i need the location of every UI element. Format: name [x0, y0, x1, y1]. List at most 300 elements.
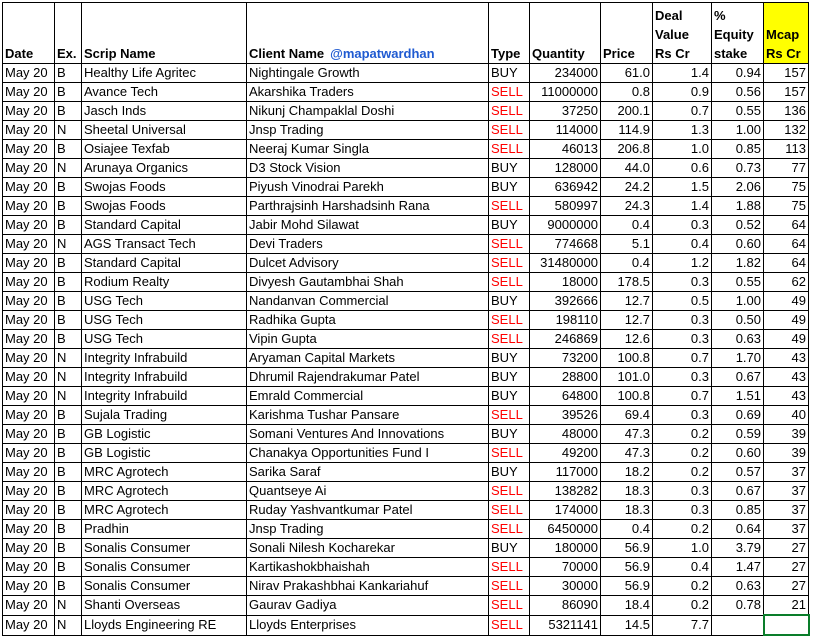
cell-date: May 20 [3, 349, 55, 368]
cell-price: 24.2 [601, 178, 653, 197]
cell-mcap: 64 [764, 235, 809, 254]
cell-type: BUY [489, 387, 530, 406]
table-row [3, 311, 809, 330]
table-row [3, 615, 809, 635]
cell-client: Somani Ventures And Innovations [247, 425, 489, 444]
table-row [3, 197, 809, 216]
cell-deal-value: 0.2 [653, 444, 712, 463]
cell-type: SELL [489, 254, 530, 273]
cell-date: May 20 [3, 463, 55, 482]
cell-date: May 20 [3, 444, 55, 463]
cell-client: Aryaman Capital Markets [247, 349, 489, 368]
table-row [3, 368, 809, 387]
cell-type: BUY [489, 368, 530, 387]
cell-mcap: 27 [764, 577, 809, 596]
cell-date: May 20 [3, 311, 55, 330]
cell-client: Nikunj Champaklal Doshi [247, 102, 489, 121]
cell-equity-stake: 0.94 [712, 64, 764, 83]
cell-deal-value: 0.3 [653, 406, 712, 425]
cell-deal-value: 0.2 [653, 463, 712, 482]
cell-client: Lloyds Enterprises [247, 615, 489, 635]
cell-mcap: 113 [764, 140, 809, 159]
cell-exchange: B [55, 140, 82, 159]
table-row [3, 482, 809, 501]
cell-price: 56.9 [601, 539, 653, 558]
table-row [3, 501, 809, 520]
cell-quantity: 774668 [530, 235, 601, 254]
cell-quantity: 39526 [530, 406, 601, 425]
cell-equity-stake: 1.00 [712, 292, 764, 311]
cell-scrip: Sheetal Universal [82, 121, 247, 140]
table-row [3, 254, 809, 273]
cell-scrip: Pradhin [82, 520, 247, 539]
cell-client: Quantseye Ai [247, 482, 489, 501]
cell-scrip: Jasch Inds [82, 102, 247, 121]
cell-equity-stake: 1.47 [712, 558, 764, 577]
cell-date: May 20 [3, 197, 55, 216]
col-header-date: Date [3, 3, 55, 64]
cell-deal-value: 1.0 [653, 539, 712, 558]
cell-scrip: Sonalis Consumer [82, 577, 247, 596]
cell-exchange: B [55, 539, 82, 558]
cell-scrip: Shanti Overseas [82, 596, 247, 616]
cell-mcap: 75 [764, 197, 809, 216]
cell-mcap: 64 [764, 254, 809, 273]
cell-scrip: Integrity Infrabuild [82, 387, 247, 406]
cell-price: 47.3 [601, 425, 653, 444]
cell-mcap: 39 [764, 425, 809, 444]
cell-equity-stake: 0.85 [712, 501, 764, 520]
cell-deal-value: 0.7 [653, 387, 712, 406]
cell-scrip: Avance Tech [82, 83, 247, 102]
cell-date: May 20 [3, 387, 55, 406]
cell-equity-stake: 0.60 [712, 444, 764, 463]
col-header-price: Price [601, 3, 653, 64]
cell-exchange: N [55, 121, 82, 140]
cell-date: May 20 [3, 235, 55, 254]
cell-price: 12.7 [601, 311, 653, 330]
cell-exchange: N [55, 596, 82, 616]
cell-quantity: 31480000 [530, 254, 601, 273]
cell-deal-value: 1.3 [653, 121, 712, 140]
cell-client: Nightingale Growth [247, 64, 489, 83]
cell-client: Vipin Gupta [247, 330, 489, 349]
cell-equity-stake: 0.57 [712, 463, 764, 482]
cell-equity-stake: 0.60 [712, 235, 764, 254]
cell-equity-stake: 0.78 [712, 596, 764, 616]
table-row [3, 64, 809, 83]
table-row [3, 444, 809, 463]
cell-quantity: 49200 [530, 444, 601, 463]
table-row [3, 463, 809, 482]
cell-date: May 20 [3, 216, 55, 235]
cell-exchange: N [55, 615, 82, 635]
cell-exchange: B [55, 330, 82, 349]
cell-mcap: 40 [764, 406, 809, 425]
cell-exchange: B [55, 64, 82, 83]
cell-type: SELL [489, 520, 530, 539]
cell-price: 100.8 [601, 349, 653, 368]
cell-deal-value: 0.3 [653, 501, 712, 520]
cell-scrip: Rodium Realty [82, 273, 247, 292]
cell-mcap: 64 [764, 216, 809, 235]
cell-exchange: B [55, 501, 82, 520]
cell-deal-value: 0.3 [653, 482, 712, 501]
cell-scrip: USG Tech [82, 292, 247, 311]
cell-client: Neeraj Kumar Singla [247, 140, 489, 159]
cell-date: May 20 [3, 102, 55, 121]
cell-price: 12.7 [601, 292, 653, 311]
cell-deal-value: 0.3 [653, 273, 712, 292]
cell-date: May 20 [3, 596, 55, 616]
cell-quantity: 174000 [530, 501, 601, 520]
cell-date: May 20 [3, 368, 55, 387]
col-header-equity-stake: % Equity stake [712, 3, 764, 64]
cell-price: 69.4 [601, 406, 653, 425]
cell-quantity: 128000 [530, 159, 601, 178]
col-header-scrip: Scrip Name [82, 3, 247, 64]
cell-exchange: B [55, 254, 82, 273]
cell-quantity: 198110 [530, 311, 601, 330]
cell-quantity: 246869 [530, 330, 601, 349]
cell-quantity: 138282 [530, 482, 601, 501]
cell-date: May 20 [3, 558, 55, 577]
cell-scrip: USG Tech [82, 330, 247, 349]
cell-client: Jabir Mohd Silawat [247, 216, 489, 235]
cell-client: Karishma Tushar Pansare [247, 406, 489, 425]
cell-client: Sarika Saraf [247, 463, 489, 482]
table-row [3, 159, 809, 178]
cell-date: May 20 [3, 178, 55, 197]
cell-exchange: B [55, 463, 82, 482]
cell-scrip: Swojas Foods [82, 178, 247, 197]
cell-mcap: 27 [764, 539, 809, 558]
cell-deal-value: 0.2 [653, 596, 712, 616]
cell-type: BUY [489, 539, 530, 558]
cell-scrip: MRC Agrotech [82, 463, 247, 482]
cell-client: Piyush Vinodrai Parekh [247, 178, 489, 197]
col-header-deal-value: Deal Value Rs Cr [653, 3, 712, 64]
cell-mcap: 75 [764, 178, 809, 197]
cell-client: Parthrajsinh Harshadsinh Rana [247, 197, 489, 216]
cell-client: Radhika Gupta [247, 311, 489, 330]
table-row [3, 273, 809, 292]
cell-price: 0.4 [601, 520, 653, 539]
cell-deal-value: 0.2 [653, 520, 712, 539]
cell-price: 0.8 [601, 83, 653, 102]
cell-quantity: 6450000 [530, 520, 601, 539]
cell-deal-value: 0.7 [653, 349, 712, 368]
cell-price: 12.6 [601, 330, 653, 349]
cell-scrip: Sonalis Consumer [82, 558, 247, 577]
table-row [3, 140, 809, 159]
cell-mcap: 49 [764, 311, 809, 330]
cell-price: 18.2 [601, 463, 653, 482]
cell-type: SELL [489, 311, 530, 330]
cell-deal-value: 1.4 [653, 197, 712, 216]
cell-type: BUY [489, 159, 530, 178]
cell-type: SELL [489, 482, 530, 501]
cell-equity-stake: 0.59 [712, 425, 764, 444]
cell-deal-value: 0.2 [653, 425, 712, 444]
cell-exchange: B [55, 292, 82, 311]
col-header-type: Type [489, 3, 530, 64]
cell-equity-stake: 1.00 [712, 121, 764, 140]
cell-exchange: B [55, 482, 82, 501]
cell-mcap: 37 [764, 463, 809, 482]
cell-quantity: 86090 [530, 596, 601, 616]
cell-exchange: B [55, 444, 82, 463]
table-row [3, 406, 809, 425]
cell-client: Ruday Yashvantkumar Patel [247, 501, 489, 520]
cell-exchange: B [55, 102, 82, 121]
cell-type: SELL [489, 615, 530, 635]
cell-deal-value: 0.6 [653, 159, 712, 178]
cell-scrip: Standard Capital [82, 254, 247, 273]
cell-quantity: 11000000 [530, 83, 601, 102]
cell-scrip: MRC Agrotech [82, 482, 247, 501]
cell-client: Akarshika Traders [247, 83, 489, 102]
table-row [3, 102, 809, 121]
cell-quantity: 18000 [530, 273, 601, 292]
cell-deal-value: 1.2 [653, 254, 712, 273]
cell-price: 100.8 [601, 387, 653, 406]
cell-client: Kartikashokbhaishah [247, 558, 489, 577]
cell-scrip: USG Tech [82, 311, 247, 330]
cell-price: 101.0 [601, 368, 653, 387]
cell-quantity: 114000 [530, 121, 601, 140]
cell-equity-stake: 0.67 [712, 368, 764, 387]
cell-equity-stake: 2.06 [712, 178, 764, 197]
cell-equity-stake: 0.64 [712, 520, 764, 539]
cell-client: Dulcet Advisory [247, 254, 489, 273]
cell-price: 24.3 [601, 197, 653, 216]
cell-equity-stake: 1.51 [712, 387, 764, 406]
cell-exchange: B [55, 83, 82, 102]
client-header-label: Client Name [249, 46, 325, 61]
cell-quantity: 117000 [530, 463, 601, 482]
cell-mcap: 37 [764, 501, 809, 520]
cell-deal-value: 0.7 [653, 102, 712, 121]
table-row [3, 520, 809, 539]
cell-mcap: 39 [764, 444, 809, 463]
cell-deal-value: 0.5 [653, 292, 712, 311]
cell-mcap: 49 [764, 292, 809, 311]
col-header-mcap: Mcap Rs Cr [764, 3, 809, 64]
cell-deal-value: 0.3 [653, 368, 712, 387]
cell-mcap: 132 [764, 121, 809, 140]
col-header-exchange: Ex. [55, 3, 82, 64]
cell-equity-stake: 0.55 [712, 102, 764, 121]
cell-quantity: 5321141 [530, 615, 601, 635]
cell-type: SELL [489, 596, 530, 616]
cell-exchange: B [55, 558, 82, 577]
cell-type: SELL [489, 558, 530, 577]
cell-equity-stake: 0.56 [712, 83, 764, 102]
cell-price: 56.9 [601, 577, 653, 596]
cell-deal-value: 1.4 [653, 64, 712, 83]
cell-client: Jnsp Trading [247, 520, 489, 539]
cell-date: May 20 [3, 83, 55, 102]
table-row [3, 83, 809, 102]
cell-deal-value: 7.7 [653, 615, 712, 635]
cell-quantity: 37250 [530, 102, 601, 121]
cell-scrip: Integrity Infrabuild [82, 368, 247, 387]
table-row [3, 216, 809, 235]
cell-mcap: 136 [764, 102, 809, 121]
cell-client: Divyesh Gautambhai Shah [247, 273, 489, 292]
cell-exchange: N [55, 235, 82, 254]
cell-type: BUY [489, 64, 530, 83]
cell-date: May 20 [3, 159, 55, 178]
cell-quantity: 234000 [530, 64, 601, 83]
cell-date: May 20 [3, 292, 55, 311]
cell-type: SELL [489, 197, 530, 216]
cell-client: Nandanvan Commercial [247, 292, 489, 311]
cell-exchange: N [55, 159, 82, 178]
table-row [3, 558, 809, 577]
cell-deal-value: 1.5 [653, 178, 712, 197]
cell-exchange: B [55, 178, 82, 197]
cell-price: 5.1 [601, 235, 653, 254]
cell-quantity: 392666 [530, 292, 601, 311]
cell-type: SELL [489, 273, 530, 292]
block-deals-table [2, 2, 810, 636]
cell-scrip: Integrity Infrabuild [82, 349, 247, 368]
cell-scrip: AGS Transact Tech [82, 235, 247, 254]
cell-scrip: Osiajee Texfab [82, 140, 247, 159]
cell-type: BUY [489, 349, 530, 368]
cell-mcap [764, 615, 809, 635]
cell-price: 178.5 [601, 273, 653, 292]
cell-client: Dhrumil Rajendrakumar Patel [247, 368, 489, 387]
cell-quantity: 73200 [530, 349, 601, 368]
cell-mcap: 43 [764, 349, 809, 368]
cell-quantity: 580997 [530, 197, 601, 216]
cell-scrip: GB Logistic [82, 444, 247, 463]
table-row [3, 178, 809, 197]
cell-client: D3 Stock Vision [247, 159, 489, 178]
author-handle: @mapatwardhan [330, 46, 435, 61]
cell-price: 18.3 [601, 501, 653, 520]
cell-price: 114.9 [601, 121, 653, 140]
cell-mcap: 27 [764, 558, 809, 577]
cell-price: 47.3 [601, 444, 653, 463]
cell-equity-stake: 0.85 [712, 140, 764, 159]
cell-deal-value: 0.3 [653, 330, 712, 349]
cell-type: SELL [489, 83, 530, 102]
cell-price: 0.4 [601, 254, 653, 273]
cell-type: BUY [489, 178, 530, 197]
cell-equity-stake: 0.69 [712, 406, 764, 425]
cell-date: May 20 [3, 254, 55, 273]
cell-equity-stake: 0.55 [712, 273, 764, 292]
cell-type: SELL [489, 102, 530, 121]
cell-exchange: B [55, 406, 82, 425]
cell-equity-stake: 0.73 [712, 159, 764, 178]
table-row [3, 235, 809, 254]
cell-price: 206.8 [601, 140, 653, 159]
table-row [3, 349, 809, 368]
cell-date: May 20 [3, 615, 55, 635]
cell-scrip: MRC Agrotech [82, 501, 247, 520]
cell-date: May 20 [3, 425, 55, 444]
cell-client: Chanakya Opportunities Fund I [247, 444, 489, 463]
cell-deal-value: 0.4 [653, 558, 712, 577]
cell-equity-stake: 1.70 [712, 349, 764, 368]
cell-equity-stake [712, 615, 764, 635]
cell-equity-stake: 0.50 [712, 311, 764, 330]
cell-exchange: B [55, 216, 82, 235]
table-row [3, 387, 809, 406]
cell-deal-value: 1.0 [653, 140, 712, 159]
cell-exchange: B [55, 577, 82, 596]
cell-price: 18.4 [601, 596, 653, 616]
cell-client: Emrald Commercial [247, 387, 489, 406]
cell-mcap: 43 [764, 387, 809, 406]
cell-equity-stake: 0.52 [712, 216, 764, 235]
cell-exchange: N [55, 349, 82, 368]
table-row [3, 577, 809, 596]
table-body [3, 64, 809, 636]
cell-quantity: 28800 [530, 368, 601, 387]
cell-date: May 20 [3, 273, 55, 292]
col-header-client [247, 3, 489, 64]
cell-exchange: N [55, 387, 82, 406]
cell-price: 200.1 [601, 102, 653, 121]
cell-scrip: Sonalis Consumer [82, 539, 247, 558]
cell-scrip: Arunaya Organics [82, 159, 247, 178]
cell-price: 14.5 [601, 615, 653, 635]
cell-mcap: 62 [764, 273, 809, 292]
cell-quantity: 46013 [530, 140, 601, 159]
table-row [3, 596, 809, 616]
cell-client: Nirav Prakashbhai Kankariahuf [247, 577, 489, 596]
cell-type: BUY [489, 425, 530, 444]
cell-type: BUY [489, 292, 530, 311]
cell-exchange: N [55, 368, 82, 387]
cell-mcap: 37 [764, 520, 809, 539]
cell-date: May 20 [3, 482, 55, 501]
cell-quantity: 70000 [530, 558, 601, 577]
cell-exchange: B [55, 520, 82, 539]
table-row [3, 330, 809, 349]
cell-date: May 20 [3, 539, 55, 558]
cell-type: BUY [489, 216, 530, 235]
cell-scrip: Standard Capital [82, 216, 247, 235]
table-row [3, 121, 809, 140]
cell-date: May 20 [3, 501, 55, 520]
cell-exchange: B [55, 273, 82, 292]
cell-scrip: Swojas Foods [82, 197, 247, 216]
cell-price: 0.4 [601, 216, 653, 235]
cell-price: 18.3 [601, 482, 653, 501]
cell-mcap: 157 [764, 64, 809, 83]
cell-type: SELL [489, 330, 530, 349]
cell-deal-value: 0.3 [653, 311, 712, 330]
cell-client: Gaurav Gadiya [247, 596, 489, 616]
cell-type: SELL [489, 406, 530, 425]
cell-type: BUY [489, 463, 530, 482]
cell-mcap: 77 [764, 159, 809, 178]
cell-scrip: Lloyds Engineering RE [82, 615, 247, 635]
cell-equity-stake: 0.63 [712, 330, 764, 349]
cell-quantity: 180000 [530, 539, 601, 558]
cell-quantity: 48000 [530, 425, 601, 444]
cell-type: SELL [489, 140, 530, 159]
cell-scrip: GB Logistic [82, 425, 247, 444]
cell-mcap: 37 [764, 482, 809, 501]
